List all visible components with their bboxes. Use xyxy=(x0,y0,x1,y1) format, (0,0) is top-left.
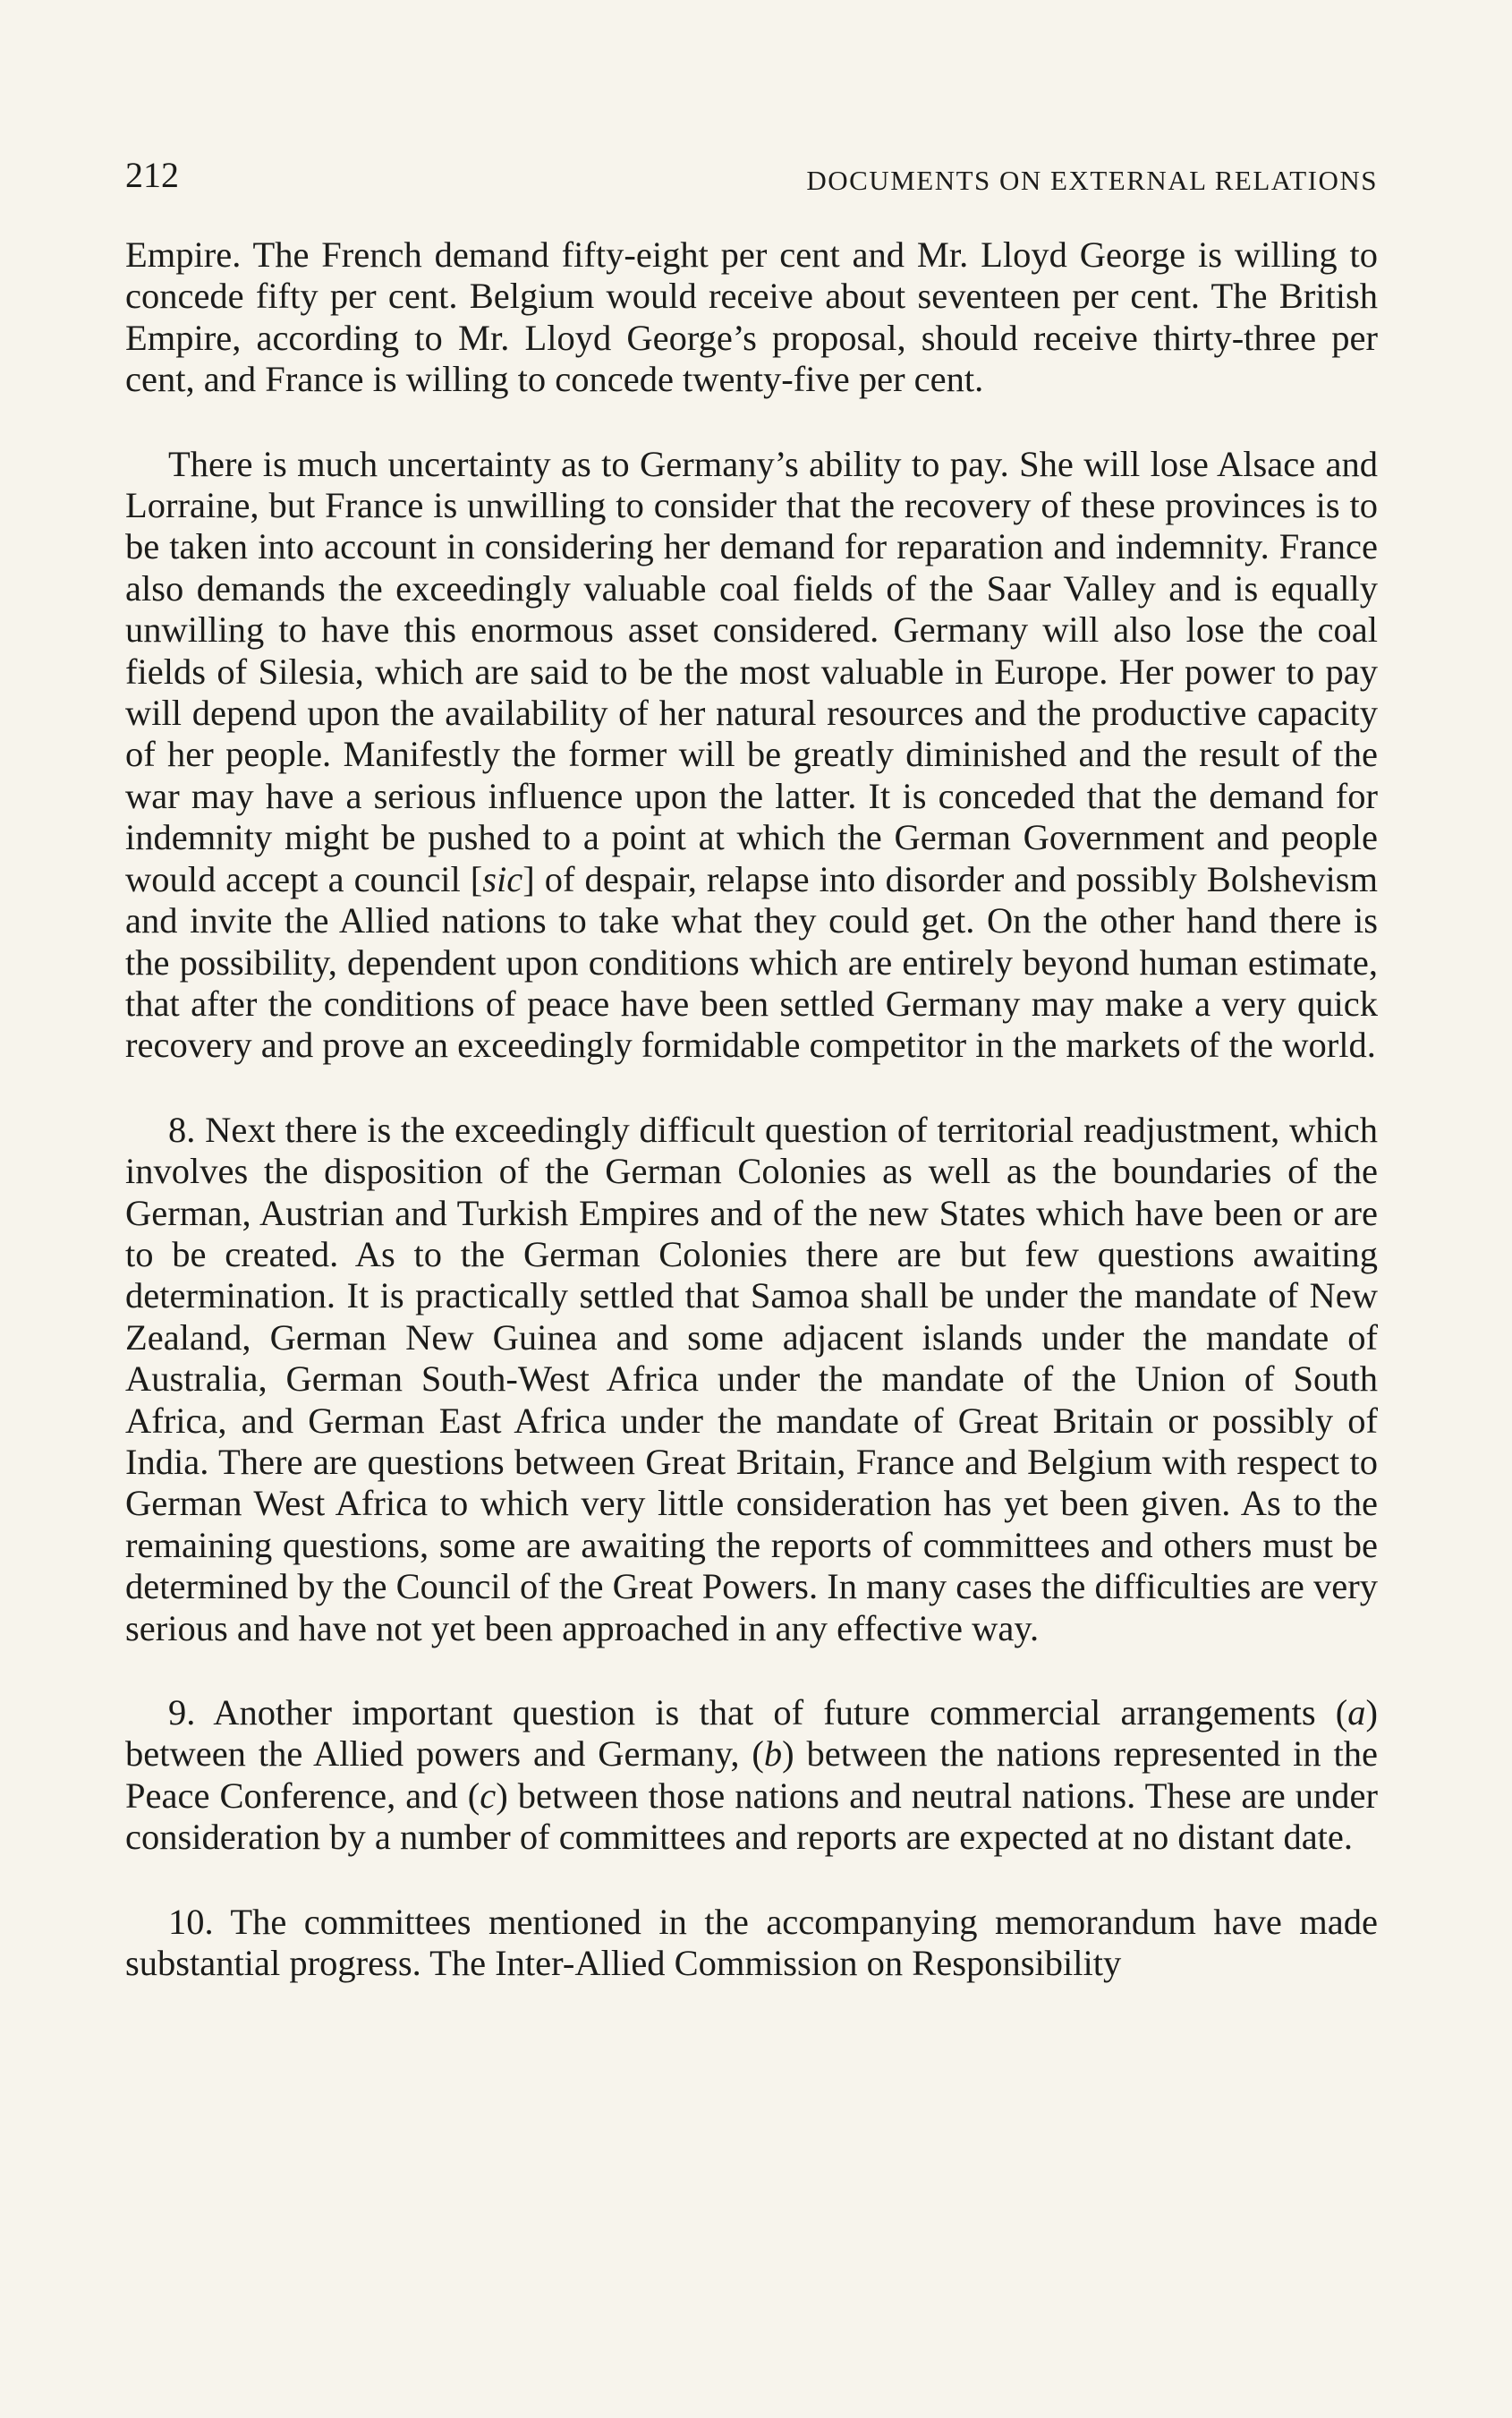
running-head: DOCUMENTS ON EXTERNAL RELATIONS xyxy=(806,165,1378,196)
paragraph-8-territorial-readjustment: 8. Next there is the exceedingly difficult question of territorial readjustment, which involves the disposition of the German Colonies as well as the boundaries of the German, Austrian and Turkish Empires and of the new States which have been or are to be created. As to the German Colonies there are but few questions awaiting determination. It is practically settled that Samoa shall be under the mandate of New Zealand, German New Guinea and some adjacent islands under the mandate of Australia, German South-West Africa under the mandate of the Union of South Africa, and German East Africa under the mandate of Great Britain or possibly of India. There are questions between Great Britain, France and Belgium with respect to German West Africa to which very little consideration has yet been given. As to the remaining questions, some are awaiting the reports of committees and others must be determined by the Council of the Great Powers. In many cases the difficulties are very serious and have not yet been approached in any effective way. xyxy=(125,1109,1378,1648)
paragraph-continuation: Empire. The French demand fifty-eight per cent and Mr. Lloyd George is willing to concede fifty per cent. Belgium would receive about seventeen per cent. The British Empire, according to Mr. Lloyd George’s proposal, should receive thirty-three per cent, and France is willing to concede twenty-five per cent. xyxy=(125,234,1378,400)
paragraph-9-commercial-arrangements: 9. Another important question is that of future commercial arrangements (a) between the Allied powers and Germany, (b) between the nations represented in the Peace Conference, and (c) between those nations and neutral nations. These are under consideration by a number of committees and reports are expected at no distant date. xyxy=(125,1692,1378,1858)
body-text xyxy=(125,234,1378,1984)
paragraph-10-committees: 10. The committees mentioned in the accompanying memorandum have made substantial progress. The Inter-Allied Commission on Responsibility xyxy=(125,1901,1378,1984)
page-header xyxy=(125,143,1378,197)
page-number: 212 xyxy=(125,155,179,195)
paragraph-germany-ability-to-pay: There is much uncertainty as to Germany’s ability to pay. She will lose Alsace and Lorraine, but France is unwilling to consider that the recovery of these provinces is to be taken into account in considering her demand for reparation and indemnity. France also demands the exceedingly valuable coal fields of the Saar Valley and is equally unwilling to have this enormous asset considered. Germany will also lose the coal fields of Silesia, which are said to be the most valuable in Europe. Her power to pay will depend upon the availability of her natural resources and the productive capacity of her people. Manifestly the former will be greatly diminished and the result of the war may have a serious influence upon the latter. It is conceded that the demand for indemnity might be pushed to a point at which the German Government and people would accept a council [sic] of despair, relapse into disorder and possibly Bolshevism and invite the Allied nations to take what they could get. On the other hand there is the possibility, dependent upon conditions which are entirely beyond human estimate, that after the conditions of peace have been settled Germany may make a very quick recovery and prove an exceedingly formidable competitor in the markets of the world. xyxy=(125,443,1379,1066)
